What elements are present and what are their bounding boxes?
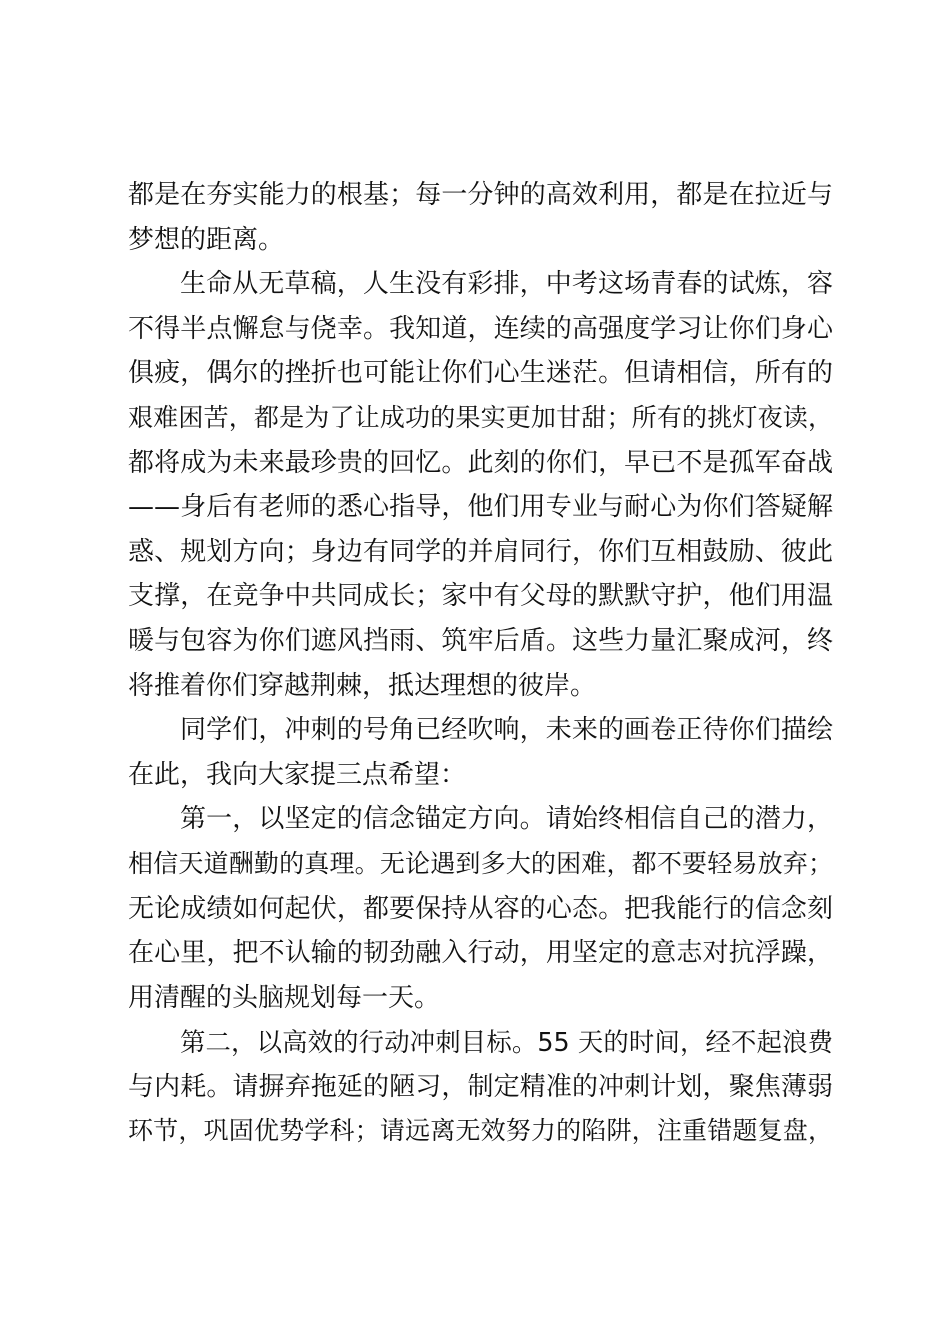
text-line: 梦想的距离。 (128, 224, 285, 255)
body-text (128, 173, 833, 1154)
text-line: 都是在夯实能力的根基；每一分钟的高效利用，都是在拉近与 (128, 180, 833, 210)
text-line: 用清醒的头脑规划每一天。 (128, 982, 441, 1013)
text-line: 不得半点懈怠与侥幸。我知道，连续的高强度学习让你们身心 (128, 313, 833, 344)
text-line: 支撑，在竞争中共同成长；家中有父母的默默守护，他们用温 (128, 581, 833, 612)
text-line: 在此，我向大家提三点希望： (128, 759, 467, 790)
text-line: 将推着你们穿越荆棘，抵达理想的彼岸。 (128, 670, 597, 701)
text-line: 艰难困苦，都是为了让成功的果实更加甘甜；所有的挑灯夜读， (128, 402, 833, 432)
text-line: 在心里，把不认输的韧劲融入行动，用坚定的意志对抗浮躁， (128, 938, 833, 969)
text-line: 惑、规划方向；身边有同学的并肩同行，你们互相鼓励、彼此 (128, 536, 833, 567)
text-line: 与内耗。请摒弃拖延的陋习，制定精准的冲刺计划，聚焦薄弱 (128, 1071, 833, 1102)
text-line: 俱疲，偶尔的挫折也可能让你们心生迷茫。但请相信，所有的 (128, 358, 833, 389)
text-line: 环节，巩固优势学科；请远离无效努力的陷阱，注重错题复盘， (128, 1116, 833, 1146)
text-line: 生命从无草稿，人生没有彩排，中考这场青春的试炼，容 (180, 269, 833, 300)
text-line: 相信天道酬勤的真理。无论遇到多大的困难，都不要轻易放弃； (128, 848, 833, 878)
text-line: 同学们，冲刺的号角已经吹响，未来的画卷正待你们描绘 (180, 715, 833, 746)
text-line: 暖与包容为你们遮风挡雨、筑牢后盾。这些力量汇聚成河，终 (128, 625, 833, 656)
text-line: 第一，以坚定的信念锚定方向。请始终相信自己的潜力， (180, 804, 833, 835)
text-line: 都将成为未来最珍贵的回忆。此刻的你们，早已不是孤军奋战 (128, 447, 833, 478)
text-line: ——身后有老师的悉心指导，他们用专业与耐心为你们答疑解 (128, 492, 833, 523)
text-line: 第二，以高效的行动冲刺目标。55 天的时间，经不起浪费 (180, 1027, 833, 1058)
text-line: 无论成绩如何起伏，都要保持从容的心态。把我能行的信念刻 (128, 893, 833, 924)
